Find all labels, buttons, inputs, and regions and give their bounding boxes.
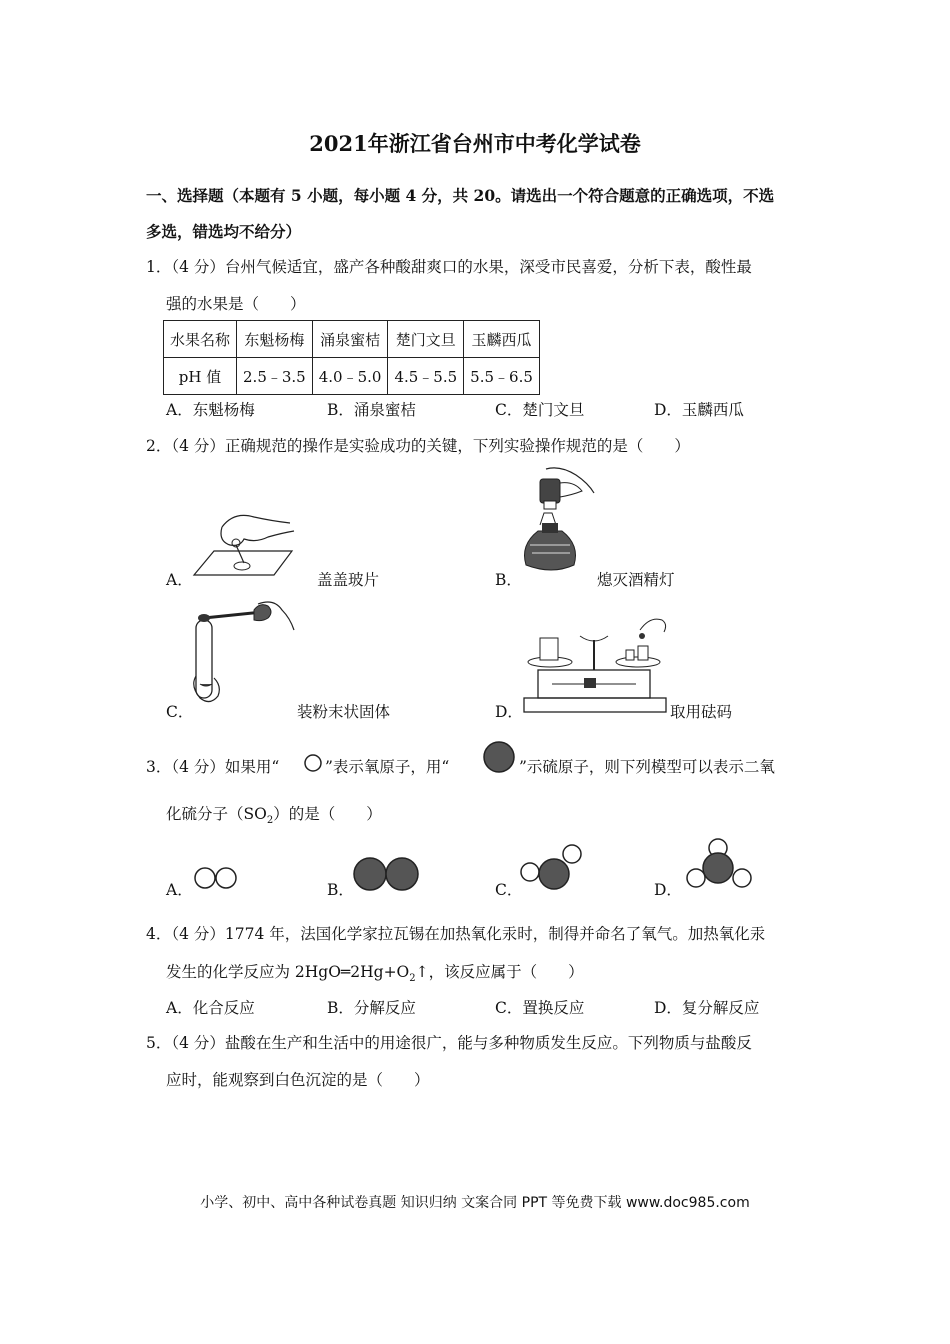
- balance-illustration: [522, 610, 668, 716]
- q2-option-b-letter: B．: [495, 571, 522, 589]
- section-heading-line2: 多选，错选均不给分）: [146, 222, 302, 241]
- q1-option-c: C．楚门文旦: [495, 401, 585, 419]
- model-a-two-oxygen: [192, 866, 240, 890]
- q3-text-part2: ”表示氧原子，用“: [325, 758, 450, 776]
- table-cell: 4.0﹣5.0: [312, 358, 388, 395]
- q4-text-line1: 4．（4 分）1774 年，法国化学家拉瓦锡在加热氧化汞时，制得并命名了氧气。加热氧化汞: [146, 925, 766, 943]
- table-cell: 2.5﹣3.5: [237, 358, 313, 395]
- table-cell: 玉麟西瓜: [464, 321, 540, 358]
- q4-option-a: A．化合反应: [166, 999, 255, 1017]
- page-title: 2021年浙江省台州市中考化学试卷: [309, 131, 641, 156]
- q3-text-part3: ”示硫原子，则下列模型可以表示二氧: [519, 758, 775, 776]
- q2-option-c-letter: C．: [166, 703, 194, 721]
- q1-text-line1: 1．（4 分）台州气候适宜，盛产各种酸甜爽口的水果，深受市民喜爱，分析下表，酸性最: [146, 258, 752, 276]
- q3-option-a-letter: A．: [166, 881, 193, 899]
- q1-option-d: D．玉麟西瓜: [654, 401, 744, 419]
- q3-option-b-letter: B．: [327, 881, 354, 899]
- table-header-row: [164, 321, 540, 358]
- q3-option-c-letter: C．: [495, 881, 523, 899]
- model-d-molecule: [684, 836, 756, 892]
- q2-option-d-caption: 取用砝码: [670, 703, 733, 721]
- cover-slip-illustration: [192, 505, 304, 583]
- table-cell: 水果名称: [164, 321, 237, 358]
- q4-option-c: C．置换反应: [495, 999, 585, 1017]
- q2-option-d-letter: D．: [495, 703, 523, 721]
- fruit-ph-table: [163, 320, 540, 395]
- q4-text-line2: 发生的化学反应为 $2HgO═2Hg+O_2↑$，该反应属于（ ）: [166, 963, 584, 985]
- q2-option-a-caption: 盖盖玻片: [317, 571, 380, 589]
- q3-text-line2: 化硫分子$(SO_2)$的是（ ）: [166, 805, 382, 827]
- q2-option-a-letter: A．: [166, 571, 193, 589]
- sulfur-atom-icon: [481, 740, 517, 774]
- table-cell: 4.5﹣5.5: [388, 358, 464, 395]
- table-cell: 东魁杨梅: [237, 321, 313, 358]
- q2-option-c-caption: 装粉末状固体: [297, 703, 391, 721]
- table-cell: pH 值: [164, 358, 237, 395]
- powder-loading-illustration: [190, 600, 296, 716]
- footer-text: 小学、初中、高中各种试卷真题 知识归纳 文案合同 PPT 等免费下载 www.doc985.com: [200, 1195, 750, 1211]
- q2-text: 2．（4 分）正确规范的操作是实验成功的关键，下列实验操作规范的是（ ）: [146, 437, 690, 455]
- alcohol-lamp-illustration: [516, 465, 596, 583]
- q1-option-a: A．东魁杨梅: [166, 401, 255, 419]
- section-heading-line1: 一、选择题（本题有 5 小题，每小题 4 分，共 20。请选出一个符合题意的正确选项，不选: [146, 186, 775, 205]
- model-b-two-sulfur: [352, 856, 422, 892]
- q5-text-line1: 5．（4 分）盐酸在生产和生活中的用途很广，能与多种物质发生反应。下列物质与盐酸反: [146, 1034, 752, 1052]
- q3-text-part1: 3．（4 分）如果用“: [146, 758, 280, 776]
- model-c-molecule: [520, 842, 584, 892]
- q1-option-b: B．涌泉蜜桔: [327, 401, 416, 419]
- q1-text-line2: 强的水果是（ ）: [166, 295, 306, 313]
- q5-text-line2: 应时，能观察到白色沉淀的是（ ）: [166, 1071, 430, 1089]
- table-cell: 楚门文旦: [388, 321, 464, 358]
- q4-option-d: D．复分解反应: [654, 999, 760, 1017]
- table-cell: 5.5﹣6.5: [464, 358, 540, 395]
- table-cell: 涌泉蜜桔: [312, 321, 388, 358]
- oxygen-atom-icon: [302, 752, 324, 774]
- q4-option-b: B．分解反应: [327, 999, 416, 1017]
- table-row: [164, 358, 540, 395]
- q3-option-d-letter: D．: [654, 881, 682, 899]
- q2-option-b-caption: 熄灭酒精灯: [597, 571, 675, 589]
